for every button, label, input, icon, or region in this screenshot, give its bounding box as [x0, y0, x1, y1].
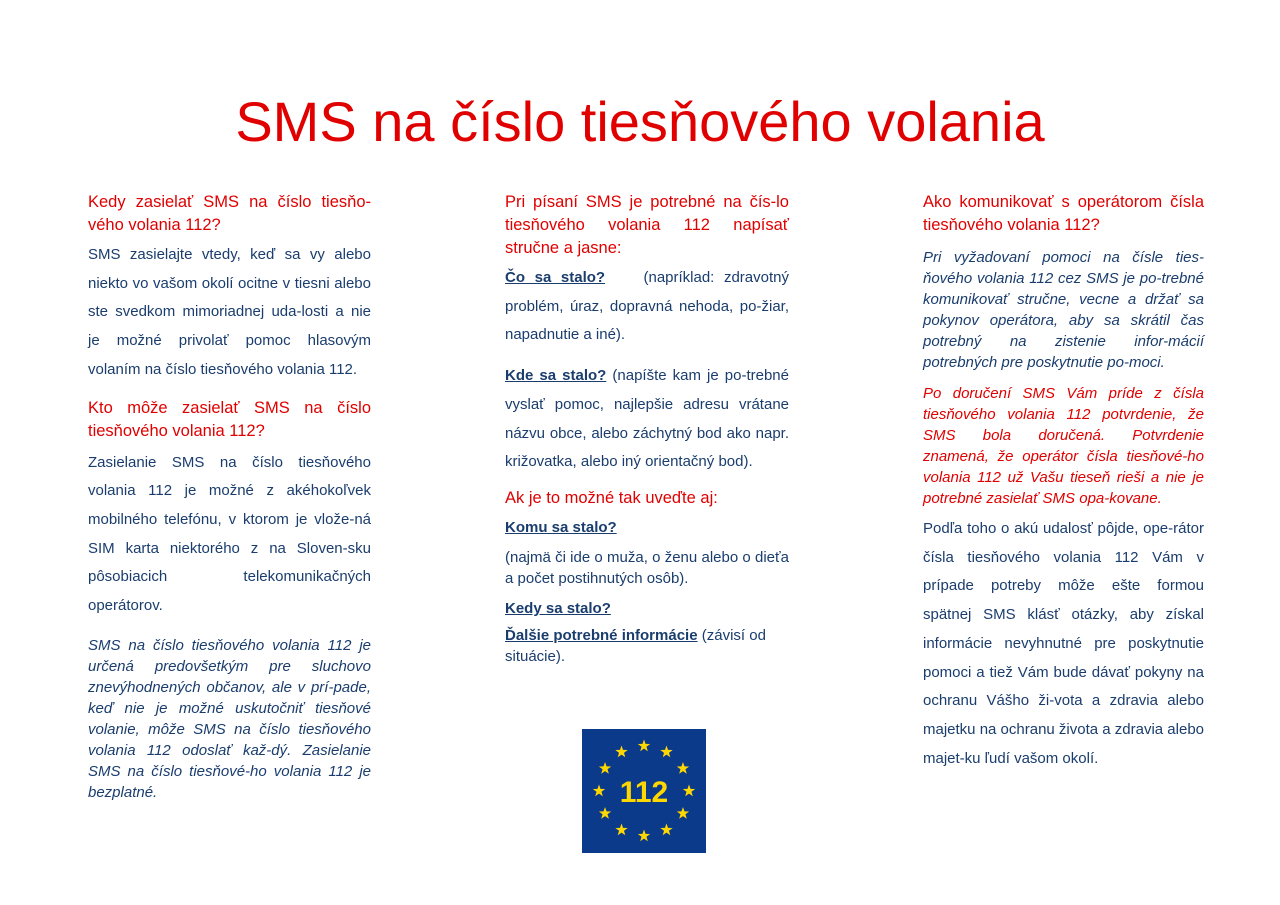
paragraph-who-can-send: Zasielanie SMS na číslo tiesňového volania 112 je možné z akéhokoľvek mobilného telefónu, v ktorom je vlože-ná SIM karta niektorého z na Sloven-sku pôsobiacich telekomunikačných operátorov. [88, 453, 371, 615]
text-where-happened: (napíšte kam je po-trebné vyslať pomoc, najlepšie adresu vrátane názvu obce, alebo záchytný bod ako napr. križovatka, alebo iný orientačný bod). [505, 367, 789, 471]
key-to-whom: Komu sa stalo? [505, 518, 617, 536]
logo-number: 112 [619, 776, 669, 809]
eu-112-logo [582, 729, 706, 853]
key-where-happened: Kde sa stalo? [505, 367, 607, 385]
heading-writing-sms: Pri písaní SMS je potrebné na čís-lo tiesňového volania 112 napísať stručne a jasne: [505, 193, 789, 257]
column-when-who [88, 191, 371, 803]
heading-when-send: Kedy zasielať SMS na číslo tiesňo-vého volania 112? [88, 193, 371, 234]
heading-who-can-send: Kto môže zasielať SMS na číslo tiesňového volania 112? [88, 398, 371, 440]
note-hearing-impaired: SMS na číslo tiesňového volania 112 je určená predovšetkým pre sluchovo znevýhodnených občanov, ale v prí-pade, keď nie je možné uskutočniť tiesňové volanie, môže SMS na číslo tiesňového volania 112 odoslať kaž-dý. Zasielanie SMS na číslo tiesňové-ho volania 112 je bezplatné. [88, 636, 371, 801]
text-to-whom: (najmä či ide o muža, o ženu alebo o dieťa a počet postihnutých osôb). [505, 548, 789, 587]
paragraph-when-send: SMS zasielajte vtedy, keď sa vy alebo niekto vo vašom okolí ocitne v tiesni alebo ste svedkom mimoriadnej uda-losti a nie je možné privolať pomoc hlasovým volaním na číslo tiesňového volania 112. [88, 246, 371, 378]
item-to-whom [505, 514, 789, 543]
text-other-info: (závisí od situácie). [505, 627, 766, 666]
text-what-happened: (napríklad: zdravotný problém, úraz, dopravná nehoda, po-žiar, napadnutie a iné). [505, 269, 789, 344]
note-delivery-confirmation: Po doručení SMS Vám príde z čísla tiesňového volania 112 potvrdenie, že SMS bola doručená. Potvrdenie znamená, že operátor čísla tiesňové-ho volania 112 už Vašu tieseň rieši a nie je potrebné zasielať SMS opa-kovane. [923, 385, 1204, 507]
heading-how-communicate: Ako komunikovať s operátorom čísla tiesňového volania 112? [923, 193, 1204, 234]
page-title: SMS na číslo tiesňového volania [235, 89, 1045, 153]
key-when-happened: Kedy sa stalo? [505, 599, 611, 617]
item-other-info [505, 625, 789, 667]
heading-if-possible: Ak je to možné tak uveďte aj: [505, 488, 718, 507]
paragraph-operator-questions: Podľa toho o akú udalosť pôjde, ope-rátor čísla tiesňového volania 112 Vám v prípade potreby môže ešte formou spätnej SMS klásť otázky, aby získal informácie nevyhnutné pre poskytnutie pomoci a tiež Vám bude dávať pokyny na ochranu Vášho ži-vota a zdravia alebo majetku na ochranu života a zdravia alebo majet-ku ľudí vašom okolí. [923, 520, 1205, 767]
item-when-happened [505, 595, 789, 624]
note-communicate-briefly: Pri vyžadovaní pomoci na čísle ties-ňového volania 112 cez SMS je po-trebné komunikovať stručne, vecne a držať sa pokynov operátora, aby sa skrátil čas potrebný na zistenie infor-mácií potrebných pre poskytnutie po-moci. [923, 249, 1204, 371]
item-where-happened [505, 362, 789, 477]
column-what-to-write [505, 191, 789, 667]
key-other-info: Ďalšie potrebné informácie [505, 627, 698, 645]
key-what-happened: Čo sa stalo? [505, 269, 606, 286]
column-communication [923, 191, 1204, 773]
item-what-happened [505, 264, 789, 350]
